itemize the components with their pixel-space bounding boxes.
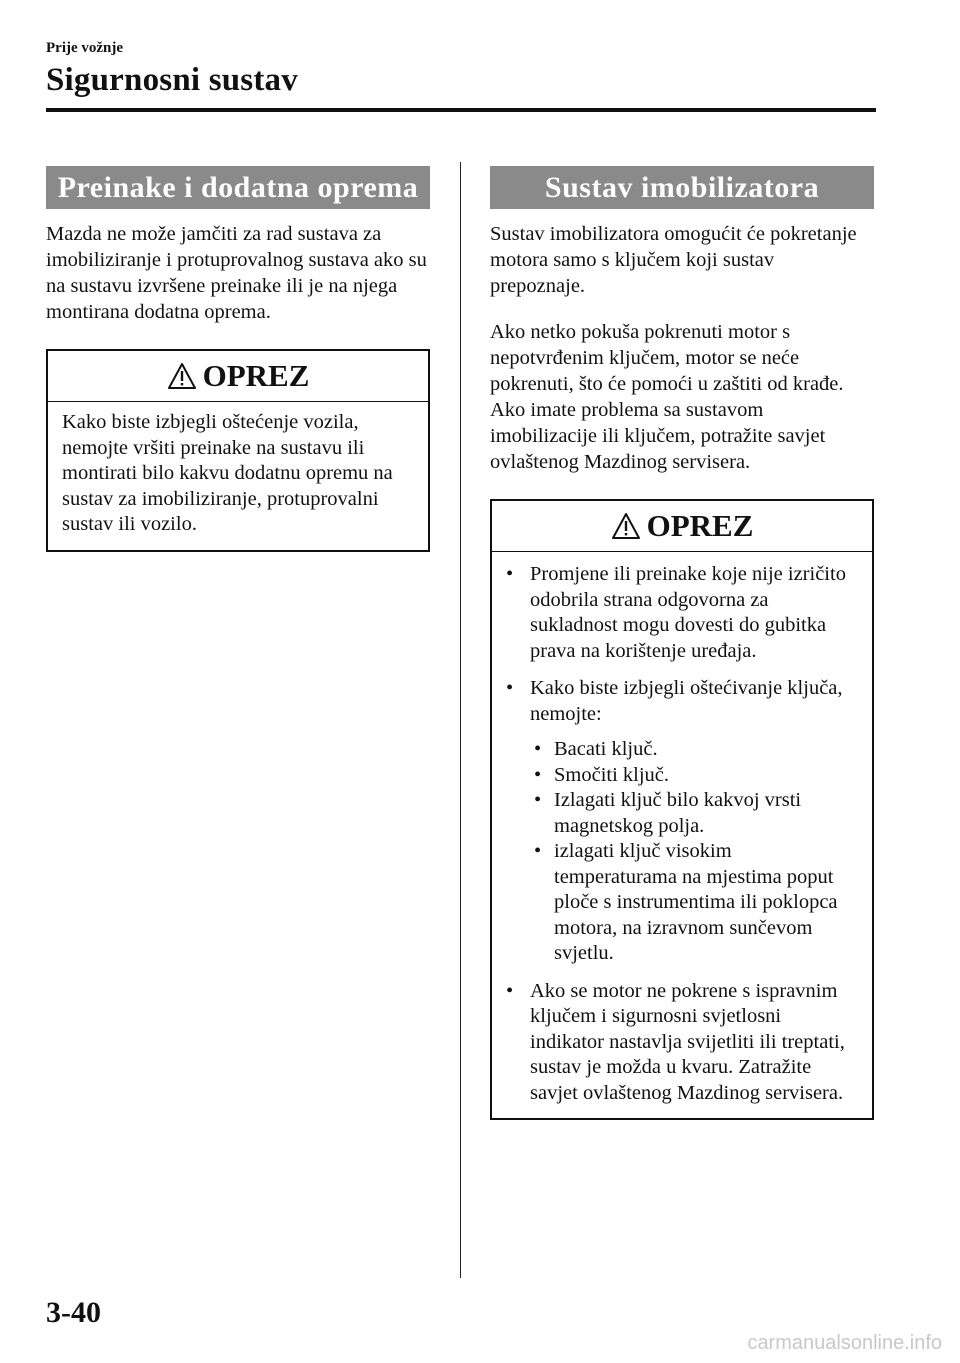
right-title-bar: Sustav imobilizatora bbox=[490, 166, 874, 209]
list-item bbox=[506, 562, 858, 664]
sub-list-item bbox=[530, 788, 858, 839]
caution-label: OPREZ bbox=[202, 358, 310, 393]
warning-triangle-icon bbox=[167, 362, 197, 390]
caution-bullet-list bbox=[506, 562, 858, 1106]
column-divider bbox=[460, 162, 461, 1278]
header-rule bbox=[46, 108, 876, 112]
caution-body bbox=[492, 552, 872, 1118]
sub-list-item bbox=[530, 763, 858, 789]
chapter-label: Prije vožnje bbox=[46, 40, 124, 56]
left-column bbox=[46, 166, 430, 552]
sub-bullet-icon: • bbox=[534, 738, 542, 760]
sub-bullet-icon: • bbox=[534, 789, 542, 811]
left-title-bar: Preinake i dodatna oprema bbox=[46, 166, 430, 209]
caution-text: Kako biste izbjegli oštećenje vozila, nemojte vršiti preinake na sustavu ili montirati bilo kakvu dodatnu opremu na sustav za imobiliziranje, protuprovalni sustav ili vozilo. bbox=[62, 411, 393, 535]
sub-bullet-icon: • bbox=[534, 840, 542, 862]
sub-list-item-text: Bacati ključ. bbox=[554, 738, 658, 760]
section-title: Sigurnosni sustav bbox=[46, 62, 298, 98]
right-caution-box bbox=[490, 499, 874, 1120]
sub-list-item bbox=[530, 737, 858, 763]
list-item-text: Ako se motor ne pokrene s ispravnim ključem i sigurnosni svjetlosni indikator nastavlja svijetliti ili treptati, sustav je možda u kvaru. Zatražite savjet ovlaštenog Mazdinog servisera. bbox=[530, 979, 845, 1104]
right-column bbox=[490, 166, 874, 1120]
left-caution-box bbox=[46, 349, 430, 552]
sub-list-item-text: Izlagati ključ bilo kakvoj vrsti magnetskog polja. bbox=[554, 789, 802, 837]
page-number: 3-40 bbox=[46, 1296, 101, 1329]
sub-bullet-icon: • bbox=[534, 763, 542, 786]
sub-list-item-text: Smočiti ključ. bbox=[554, 763, 670, 786]
list-item bbox=[506, 979, 858, 1107]
sub-list-item-text: izlagati ključ visokim temperaturama na mjestima poput ploče s instrumentima ili poklopca motora, na izravnom sunčevom svjetlu. bbox=[554, 840, 838, 964]
bullet-icon: • bbox=[506, 563, 514, 585]
right-paragraph-2: Ako netko pokuša pokrenuti motor s nepotvrđenim ključem, motor se neće pokrenuti, što će pomoći u zaštiti od krađe. Ako imate problema sa sustavom imobilizacije ili ključem, potražite savjet ovlaštenog Mazdinog servisera. bbox=[490, 321, 844, 473]
sub-list-item bbox=[530, 839, 858, 967]
bullet-icon: • bbox=[506, 677, 514, 699]
caution-label: OPREZ bbox=[646, 508, 754, 543]
caution-header bbox=[492, 501, 872, 552]
sub-bullet-list bbox=[530, 737, 858, 967]
right-paragraph-1: Sustav imobilizatora omogućit će pokretanje motora samo s ključem koji sustav prepoznaje. bbox=[490, 223, 857, 297]
bullet-icon: • bbox=[506, 979, 514, 1002]
list-item bbox=[506, 676, 858, 967]
left-paragraph: Mazda ne može jamčiti za rad sustava za imobiliziranje i protuprovalnog sustava ako su na sustavu izvršene preinake ili je na njega montirana dodatna oprema. bbox=[46, 223, 427, 323]
watermark: carmanualsonline.info bbox=[747, 1332, 942, 1354]
warning-triangle-icon bbox=[611, 512, 641, 540]
list-item-text: Promjene ili preinake koje nije izričito odobrila strana odgovorna za sukladnost mogu dovesti do gubitka prava na korištenje uređaja. bbox=[530, 563, 846, 662]
list-item-text: Kako biste izbjegli oštećivanje ključa, nemojte: bbox=[530, 677, 843, 725]
caution-header bbox=[48, 351, 428, 402]
